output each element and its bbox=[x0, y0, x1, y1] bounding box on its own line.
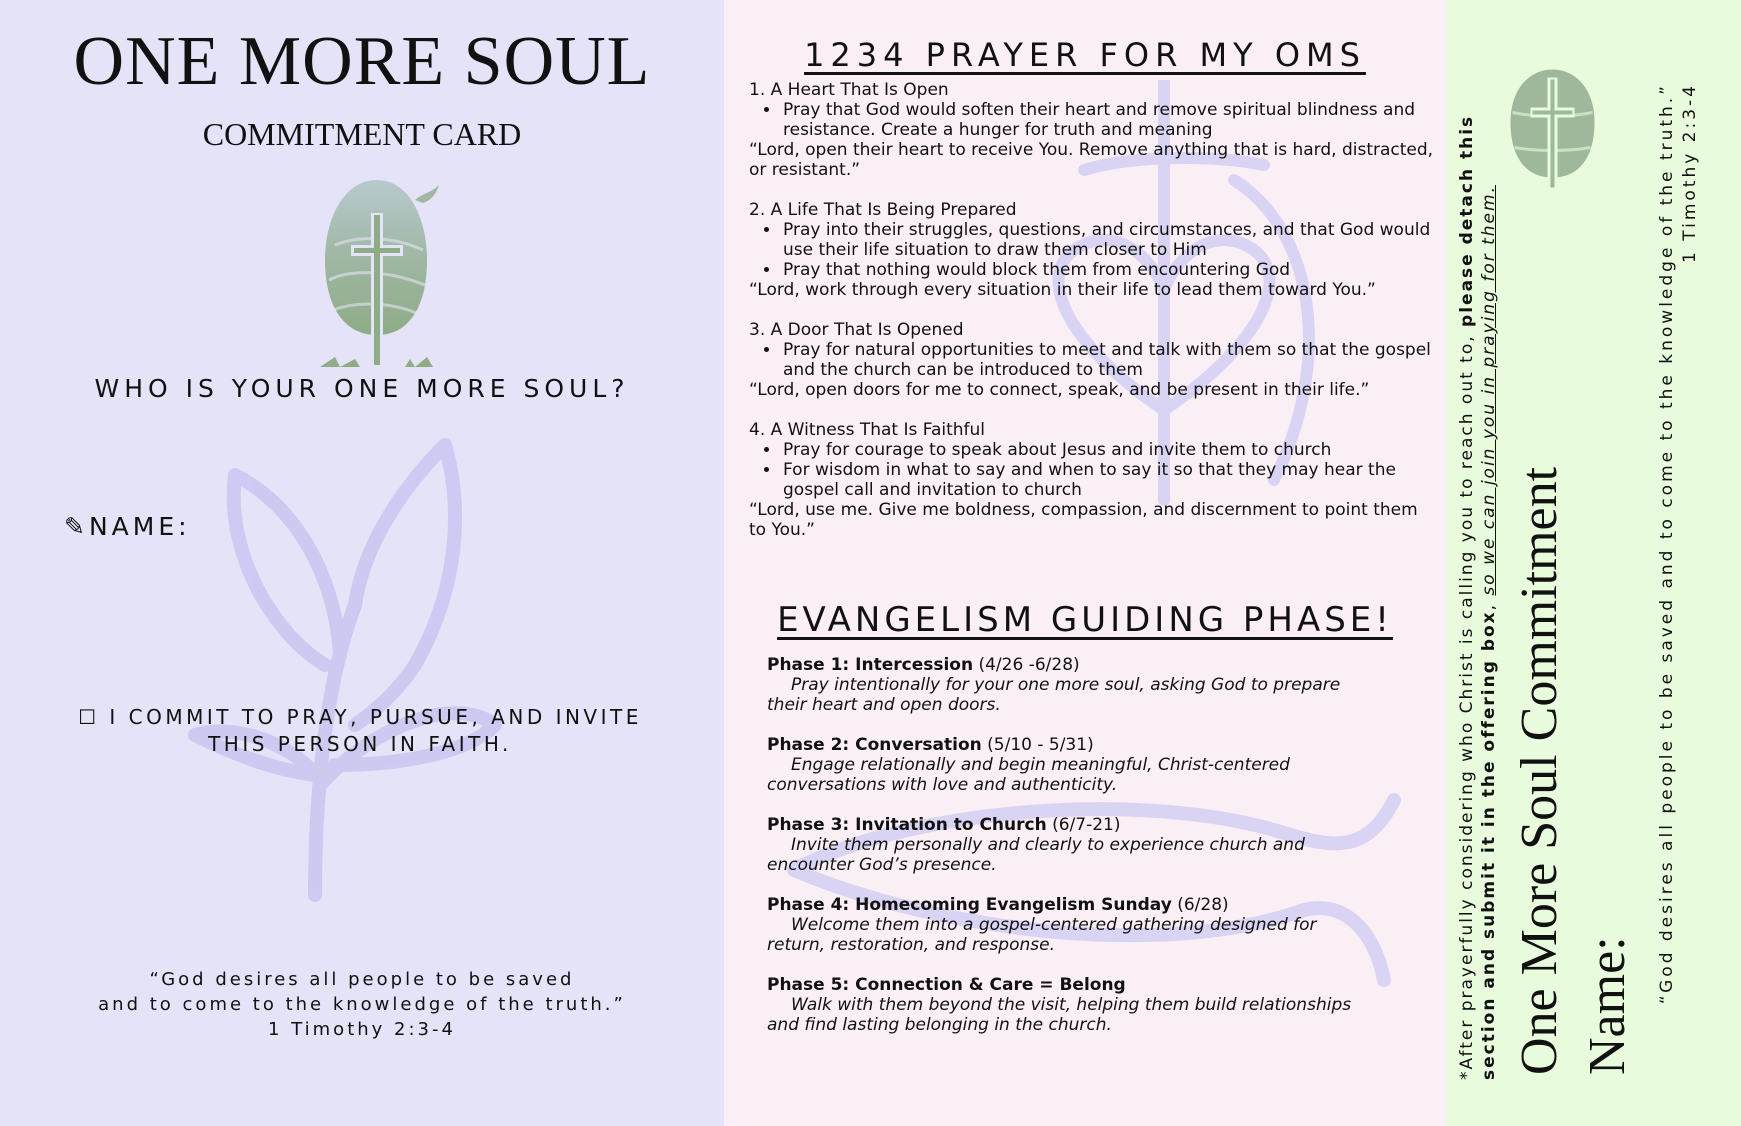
phase-5 bbox=[767, 975, 1407, 1035]
phase-desc-2: their heart and open doors. bbox=[767, 695, 1001, 715]
phase-desc: Walk with them beyond the visit, helping them build relationships bbox=[791, 995, 1352, 1015]
prayer-quote: “Lord, work through every situation in their life to lead them toward You.” bbox=[749, 280, 1376, 300]
phase-4 bbox=[767, 895, 1407, 955]
phase-desc: Engage relationally and begin meaningful, Christ-centered bbox=[791, 755, 1290, 775]
verse-line-1: “God desires all people to be saved bbox=[149, 969, 575, 990]
phase-dates: (6/7-21) bbox=[1052, 815, 1121, 835]
phase-desc-2: conversations with love and authenticity. bbox=[767, 775, 1118, 795]
phase-list bbox=[767, 655, 1407, 1055]
phase-name: Phase 4: Homecoming Evangelism Sunday bbox=[767, 895, 1172, 915]
phase-desc-2: return, restoration, and response. bbox=[767, 935, 1055, 955]
who-question: WHO IS YOUR ONE MORE SOUL? bbox=[94, 374, 630, 403]
phase-desc: Pray intentionally for your one more soul, asking God to prepare bbox=[791, 675, 1341, 695]
tree-cross-icon bbox=[315, 175, 450, 370]
phase-dates: (4/26 -6/28) bbox=[978, 655, 1080, 675]
phase-desc: Invite them personally and clearly to experience church and bbox=[791, 835, 1305, 855]
pencil-icon: ✎ bbox=[64, 512, 89, 541]
prayer-bullet: • For wisdom in what to say and when to say it so that they may hear the gospel call and invitation to church bbox=[781, 460, 1439, 500]
phase-desc-2: encounter God’s presence. bbox=[767, 855, 997, 875]
detach-instructions bbox=[1456, 70, 1500, 1080]
phase-2 bbox=[767, 735, 1407, 795]
prayer-section-title: 2. A Life That Is Being Prepared bbox=[749, 200, 1017, 220]
evangelism-heading: EVANGELISM GUIDING PHASE! bbox=[777, 600, 1393, 640]
verse-reference: 1 Timothy 2:3-4 bbox=[268, 1019, 456, 1040]
checkbox-icon[interactable]: ☐ bbox=[78, 705, 100, 729]
prayer-section-title: 4. A Witness That Is Faithful bbox=[749, 420, 986, 440]
verse bbox=[0, 967, 724, 1042]
prayer-bullet: • Pray for courage to speak about Jesus and invite them to church bbox=[781, 440, 1439, 460]
name-label: NAME: bbox=[88, 512, 191, 541]
phase-name: Phase 1: Intercession bbox=[767, 655, 974, 675]
tearoff-verse-ref: 1 Timothy 2:3-4 bbox=[1680, 83, 1700, 263]
prayer-section-1 bbox=[749, 80, 1439, 180]
phase-desc: Welcome them into a gospel-centered gathering designed for bbox=[791, 915, 1317, 935]
tearoff-verse-line: “God desires all people to be saved and to come to the knowledge of the truth.” bbox=[1657, 83, 1677, 1005]
commit-line-1: I COMMIT TO PRAY, PURSUE, AND INVITE bbox=[109, 705, 642, 729]
prayer-section-2 bbox=[749, 200, 1439, 300]
prayer-list bbox=[749, 80, 1439, 560]
verse-line-2: and to come to the knowledge of the truth.” bbox=[98, 994, 626, 1015]
prayer-quote: “Lord, use me. Give me boldness, compassion, and discernment to point them to You.” bbox=[749, 500, 1418, 540]
card-title: ONE MORE SOUL bbox=[73, 23, 651, 100]
commitment-card-front bbox=[0, 0, 724, 1126]
tearoff-verse bbox=[1656, 83, 1702, 1018]
note-text: *After prayerfully considering who Christ is calling you to reach out to, bbox=[1457, 326, 1477, 1080]
phase-name: Phase 2: Conversation bbox=[767, 735, 982, 755]
prayer-section-title: 3. A Door That Is Opened bbox=[749, 320, 964, 340]
prayer-bullet: • Pray that nothing would block them from encountering God bbox=[781, 260, 1439, 280]
tree-cross-small-icon bbox=[1503, 63, 1603, 188]
name-field[interactable] bbox=[64, 512, 191, 541]
prayer-guide-panel bbox=[724, 0, 1446, 1126]
prayer-heading: 1234 PRAYER FOR MY OMS bbox=[804, 36, 1366, 74]
tearoff-title: One More Soul Commitment bbox=[1511, 466, 1568, 1075]
prayer-section-3 bbox=[749, 320, 1439, 400]
phase-name: Phase 5: Connection & Care = Belong bbox=[767, 975, 1126, 995]
commit-line-2: THIS PERSON IN FAITH. bbox=[208, 732, 512, 756]
plant-watermark-icon bbox=[165, 435, 565, 905]
prayer-section-4 bbox=[749, 420, 1439, 540]
phase-name: Phase 3: Invitation to Church bbox=[767, 815, 1047, 835]
prayer-bullet: • Pray that God would soften their heart and remove spiritual blindness and resistance. Create a hunger for truth and meaning bbox=[781, 100, 1439, 140]
tearoff-name-field[interactable]: Name: bbox=[1579, 936, 1636, 1075]
card-subtitle: COMMITMENT CARD bbox=[202, 116, 522, 152]
prayer-section-title: 1. A Heart That Is Open bbox=[749, 80, 949, 100]
commit-statement bbox=[60, 704, 660, 758]
prayer-bullet: • Pray into their struggles, questions, and circumstances, and that God would use their life situation to draw them closer to Him bbox=[781, 220, 1439, 260]
phase-dates: (6/28) bbox=[1177, 895, 1229, 915]
phase-3 bbox=[767, 815, 1407, 875]
prayer-bullet: • Pray for natural opportunities to meet and talk with them so that the gospel and the church can be introduced to them bbox=[781, 340, 1439, 380]
phase-dates: (5/10 - 5/31) bbox=[987, 735, 1094, 755]
note-comma: , bbox=[1479, 595, 1499, 611]
note-bold-2: section and submit it in the offering box bbox=[1479, 610, 1499, 1080]
prayer-quote: “Lord, open doors for me to connect, speak, and be present in their life.” bbox=[749, 380, 1370, 400]
phase-1 bbox=[767, 655, 1407, 715]
note-bold: please detach this bbox=[1457, 114, 1477, 327]
note-underlined: so we can join you in praying for them. bbox=[1479, 185, 1499, 596]
phase-desc-2: and find lasting belonging in the church. bbox=[767, 1015, 1112, 1035]
prayer-quote: “Lord, open their heart to receive You. Remove anything that is hard, distracted, or resistant.” bbox=[749, 140, 1434, 180]
